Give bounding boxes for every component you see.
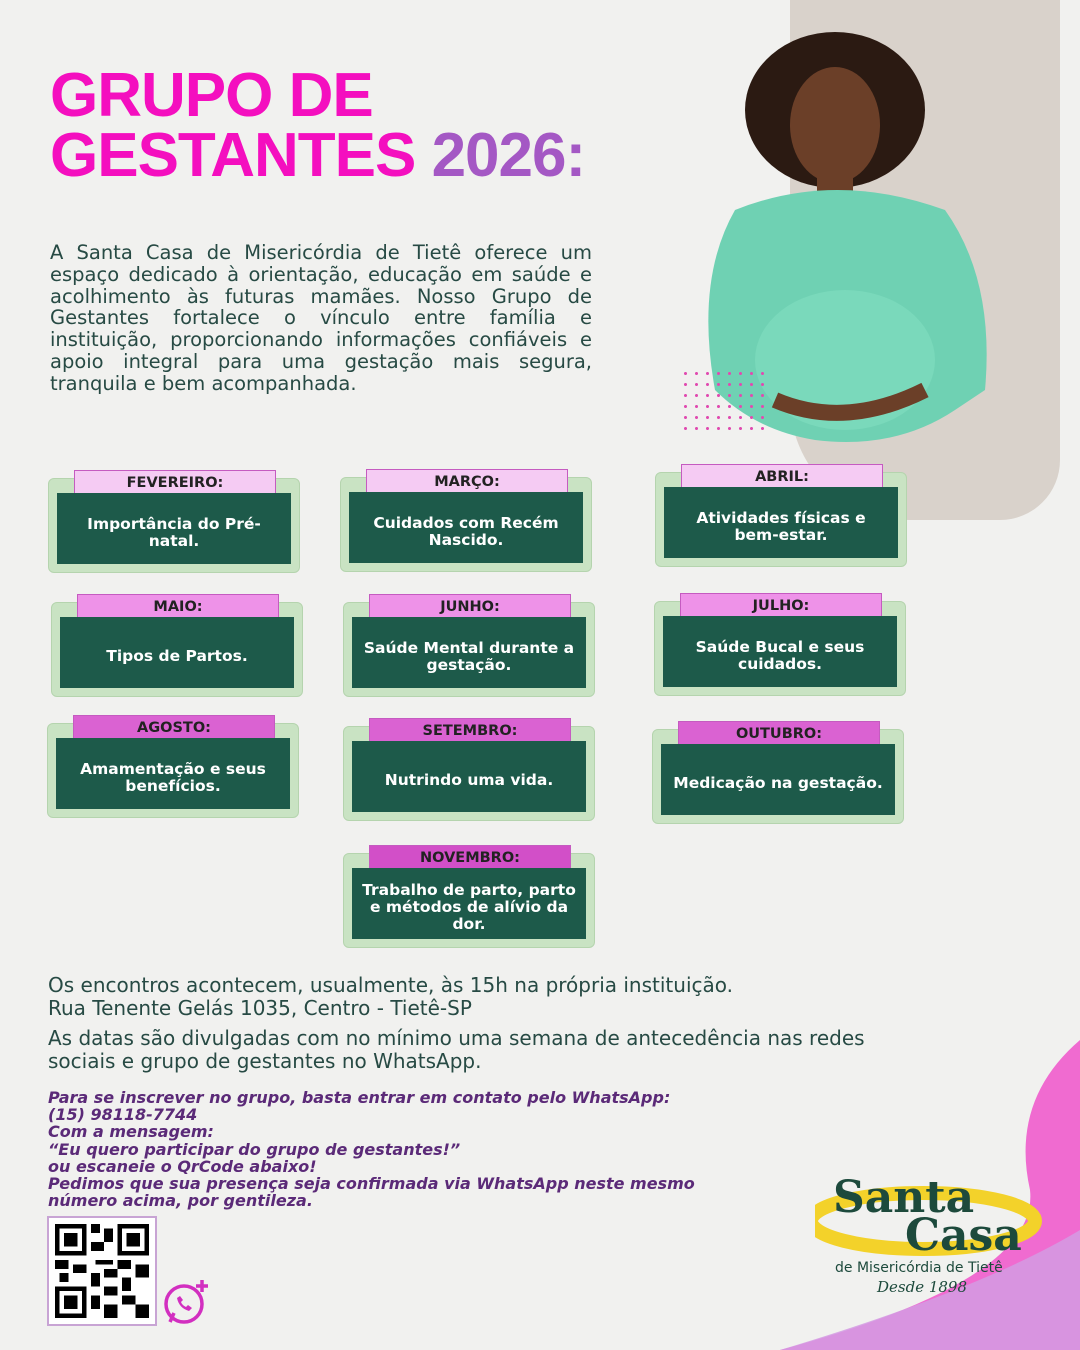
contact-line: Pedimos que sua presença seja confirmada via WhatsApp neste mesmo — [48, 1174, 695, 1194]
schedule-card-marco — [340, 474, 592, 572]
phone-number[interactable]: (15) 98118-7744 — [48, 1105, 198, 1125]
logo-text-santa: Santa — [833, 1172, 975, 1223]
page-title — [50, 61, 586, 190]
schedule-card-agosto — [47, 720, 299, 818]
topic: Importância do Pré-natal. — [57, 493, 291, 564]
month-label: JUNHO: — [369, 594, 571, 620]
topic: Saúde Bucal e seus cuidados. — [663, 616, 897, 687]
schedule-card-junho — [343, 599, 595, 697]
schedule-card-outubro — [652, 726, 904, 824]
month-label: NOVEMBRO: — [369, 845, 571, 871]
month-label: OUTUBRO: — [678, 721, 880, 747]
title-line2: GESTANTES — [50, 121, 416, 190]
meeting-time: Os encontros acontecem, usualmente, às 15h na própria instituição. — [48, 973, 733, 997]
month-label: MARÇO: — [366, 469, 568, 495]
title-year: 2026: — [431, 121, 586, 190]
topic: Trabalho de parto, parto e métodos de alívio da dor. — [352, 868, 586, 939]
contact-line: Para se inscrever no grupo, basta entrar em contato pelo WhatsApp: — [48, 1088, 671, 1107]
schedule-card-fevereiro — [48, 475, 300, 573]
topic: Nutrindo uma vida. — [352, 741, 586, 812]
topic: Tipos de Partos. — [60, 617, 294, 688]
logo-since: Desde 1898 — [877, 1278, 968, 1296]
intro-paragraph: A Santa Casa de Misericórdia de Tietê oferece um espaço dedicado à orientação, educação em saúde e acolhimento às futuras mamães. Nosso Grupo de Gestantes fortalece o vínculo entre família e instituição, proporcionando informações confiáveis e apoio integral para uma gestação mais segura, tranquila e bem acompanhada. — [50, 241, 592, 395]
contact-message: “Eu quero participar do grupo de gestantes!” — [48, 1139, 461, 1159]
schedule-card-setembro — [343, 723, 595, 821]
decorative-dots — [680, 368, 770, 438]
address: Rua Tenente Gelás 1035, Centro - Tietê-SP — [48, 996, 472, 1020]
schedule-card-julho — [654, 598, 906, 696]
month-label: JULHO: — [680, 593, 882, 619]
santa-casa-logo — [815, 1172, 1045, 1306]
dates-notice: As datas são divulgadas com no mínimo uma semana de antecedência nas redes sociais e grupo de gestantes no WhatsApp. — [48, 1026, 865, 1073]
topic: Medicação na gestação. — [661, 744, 895, 815]
contact-instructions — [48, 1089, 695, 1209]
schedule-card-novembro — [343, 850, 595, 948]
contact-line: ou escaneie o QrCode abaixo! — [48, 1156, 317, 1176]
qr-code[interactable] — [47, 1216, 157, 1326]
logo-subtitle: de Misericórdia de Tietê — [835, 1260, 1003, 1276]
contact-line: Com a mensagem: — [48, 1122, 214, 1142]
month-label: SETEMBRO: — [369, 718, 571, 744]
month-label: AGOSTO: — [73, 715, 275, 741]
month-label: ABRIL: — [681, 464, 883, 490]
month-label: FEVEREIRO: — [74, 470, 276, 496]
month-label: MAIO: — [77, 594, 279, 620]
topic: Cuidados com Recém Nascido. — [349, 492, 583, 563]
topic: Amamentação e seus benefícios. — [56, 738, 290, 809]
topic: Atividades físicas e bem-estar. — [664, 487, 898, 558]
topic: Saúde Mental durante a gestação. — [352, 617, 586, 688]
schedule-card-abril — [655, 469, 907, 567]
logo-text-casa: Casa — [905, 1210, 1022, 1261]
title-line1: GRUPO DE — [50, 61, 373, 130]
contact-line: número acima, por gentileza. — [48, 1191, 313, 1211]
schedule-card-maio — [51, 599, 303, 697]
whatsapp-icon[interactable] — [162, 1276, 212, 1326]
